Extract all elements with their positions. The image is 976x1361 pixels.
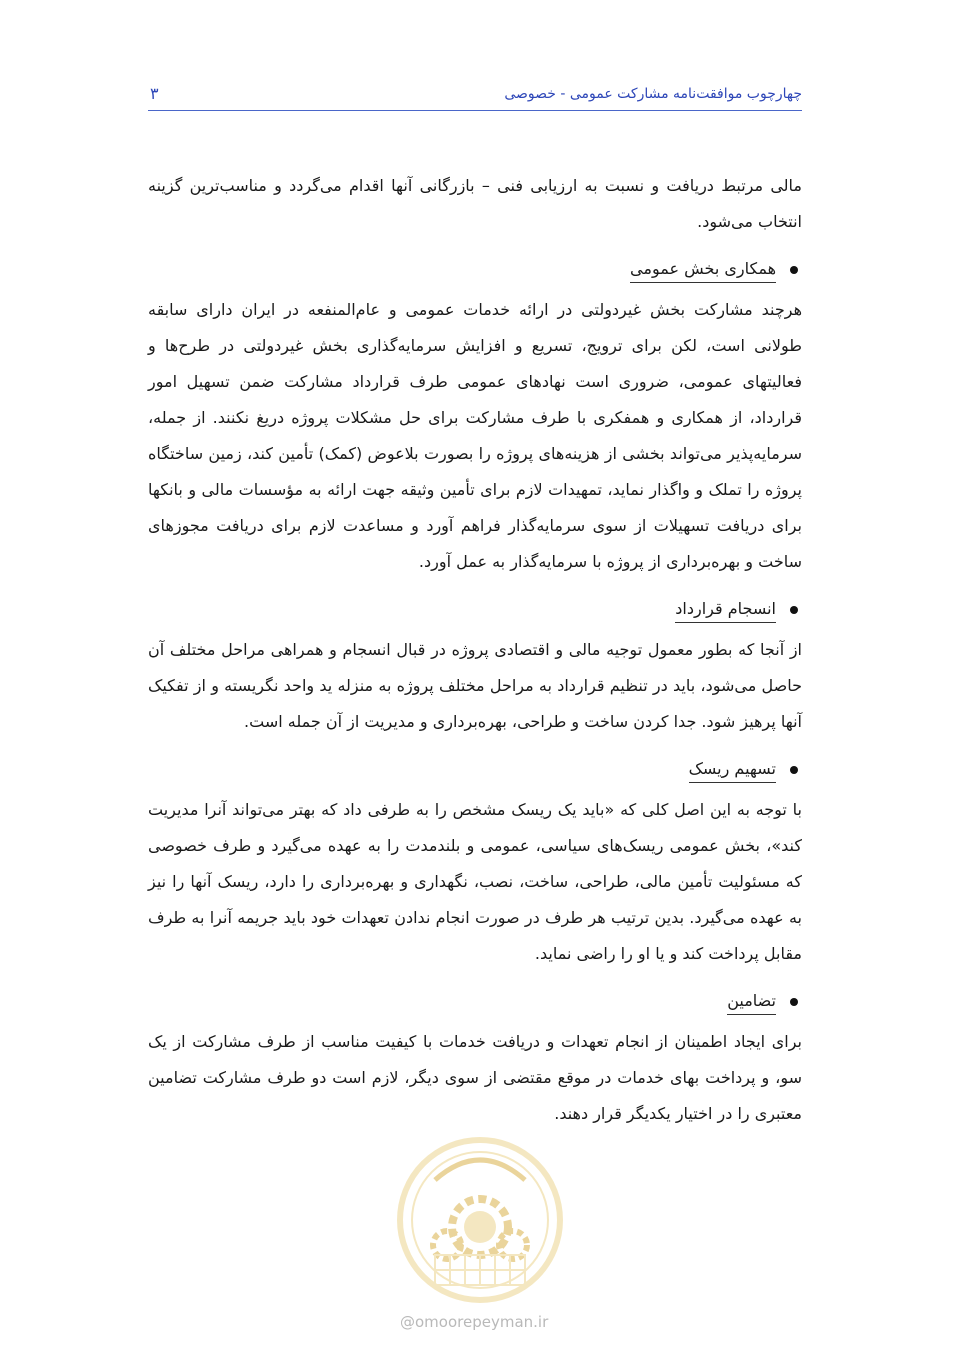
- watermark-text: @omoorepeyman.ir: [400, 1313, 549, 1331]
- bullet-icon: [790, 266, 798, 274]
- paragraph-risk-sharing: با توجه به این اصل کلی که «باید یک ریسک مشخص را به طرفی داد که بهتر می‌تواند آنرا مدیریت کند»، بخش عمومی ریسک‌های سیاسی، عمومی و بلندمدت را به عهده می‌گیرد و طرف خصوصی که مسئولیت تأمین مالی، طراحی، ساخت، نصب، نگهداری و بهره‌برداری را دارد، ریسک آنها را نیز به عهده می‌گیرد. بدین ترتیب هر طرف در صورت انجام ندادن تعهدات خود باید جریمه آنرا به طرف مقابل پرداخت کند و یا او را راضی نماید.: [148, 800, 802, 963]
- page-number: ۳: [150, 84, 159, 103]
- watermark-logo-icon: [395, 1135, 565, 1305]
- paragraph-guarantees: برای ایجاد اطمینان از انجام تعهدات و دریافت خدمات با کیفیت مناسب از طرف مشارکت از یک سو، و پرداخت بهای خدمات در موقع مقتضی از سوی دیگر، لازم است دو طرف مشارکت تضامین معتبری را در اختیار یکدیگر قرار دهند.: [148, 1032, 802, 1123]
- paragraph-contract-coherence: از آنجا که بطور معمول توجیه مالی و اقتصادی پروژه در قبال انسجام و همراهی مراحل مختلف آن حاصل می‌شود، باید در تنظیم قرارداد به مراحل مختلف پروژه به منزله ید واحد نگریسته و از تفکیک آنها پرهیز شود. جدا کردن ساخت و طراحی، بهره‌برداری و مدیریت از آن جمله است.: [148, 640, 802, 731]
- paragraph-public-cooperation: هرچند مشارکت بخش غیردولتی در ارائه خدمات عمومی و عام‌المنفعه در ایران دارای سابقه طولانی است، لکن برای ترویج، تسریع و افزایش سرمایه‌گذاری بخش غیردولتی در طرح‌ها و فعالیتهای عمومی، ضروری است نهادهای عمومی طرف قرارداد مشارکت ضمن تسهیل امور قرارداد، از همکاری و همفکری با طرف مشارکت برای حل مشکلات پروژه دریغ نکنند. از جمله، سرمایه‌پذیر می‌تواند بخشی از هزینه‌های پروژه را بصورت بلاعوض (کمک) تأمین کند، زمین ساختگاه پروژه را تملک و واگذار نماید، تمهیدات لازم برای تأمین وثیقه جهت ارائه به مؤسسات مالی و بانکها برای دریافت تسهیلات از سوی سرمایه‌گذار فراهم آورد و مساعدت لازم برای دریافت مجوزهای ساخت و بهره‌برداری از پروژه با سرمایه‌گذار به عمل آورد.: [148, 300, 802, 571]
- heading-label: انسجام قرارداد: [675, 597, 776, 623]
- heading-guarantees: [148, 980, 802, 1024]
- paragraph-intro: مالی مرتبط دریافت و نسبت به ارزیابی فنی – بازرگانی آنها اقدام می‌گردد و مناسب‌ترین گزینه انتخاب می‌شود.: [148, 176, 802, 231]
- heading-risk-sharing: [148, 748, 802, 792]
- heading-label: همکاری بخش عمومی: [630, 257, 776, 283]
- document-body: [148, 168, 802, 1132]
- document-title: چهارچوب موافقت‌نامه مشارکت عمومی - خصوصی: [504, 86, 802, 102]
- heading-label: تضامین: [727, 989, 776, 1015]
- bullet-icon: [790, 998, 798, 1006]
- heading-public-cooperation: [148, 248, 802, 292]
- heading-label: تسهیم ریسک: [689, 757, 776, 783]
- bullet-icon: [790, 766, 798, 774]
- heading-contract-coherence: [148, 588, 802, 632]
- bullet-icon: [790, 606, 798, 614]
- page-header: [148, 82, 802, 111]
